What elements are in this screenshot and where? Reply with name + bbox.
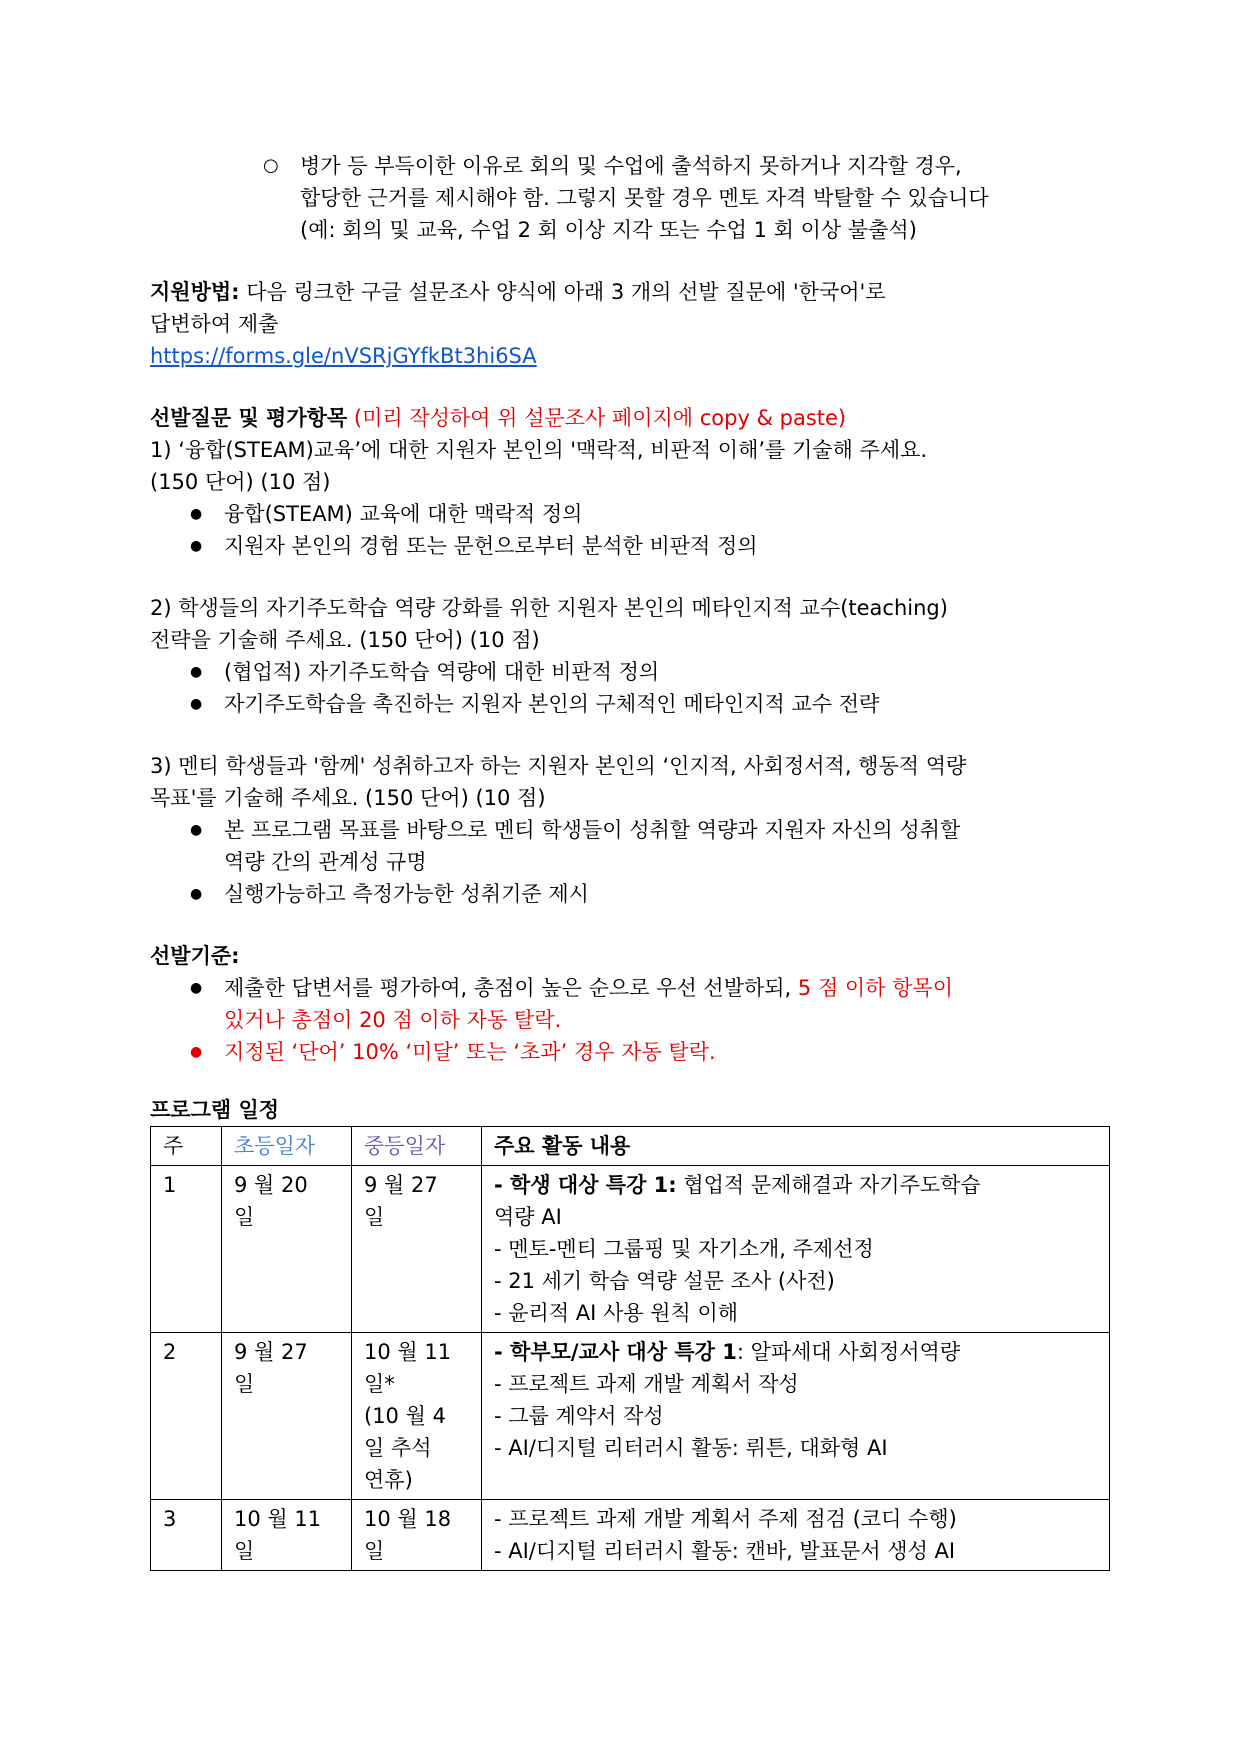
- apply-method-text: 다음 링크한 구글 설문조사 양식에 아래 3 개의 선발 질문에 '한국어'로: [239, 280, 886, 304]
- schedule-table: [150, 1126, 1110, 1571]
- cell-activities: - 학부모/교사 대상 특강 1: 알파세대 사회정서역량 - 프로젝트 과제 개발 계획서 작성 - 그룹 계약서 작성 - AI/디지털 리터러시 활동: 뤼튼, 대화형 AI: [482, 1333, 1110, 1500]
- form-link[interactable]: https://forms.gle/nVSRjGYfkBt3hi6SA: [150, 344, 537, 368]
- cell-activities: - 학생 대상 특강 1: 협업적 문제해결과 자기주도학습 역량 AI - 멘토-멘티 그룹핑 및 자기소개, 주제선정 - 21 세기 학습 역량 설문 조사 (사전) - 윤리적 AI 사용 원칙 이해: [482, 1166, 1110, 1333]
- question-1-bullets: [150, 498, 1110, 562]
- table-row: [151, 1333, 1110, 1500]
- question-1: 1) ‘융합(STEAM)교육’에 대한 지원자 본인의 '맥락적, 비판적 이해’를 기술해 주세요.: [150, 438, 928, 462]
- apply-method-line: [150, 276, 1110, 308]
- text-line: 병가 등 부득이한 이유로 회의 및 수업에 출석하지 못하거나 지각할 경우,: [300, 154, 962, 178]
- question-1-meta: (150 단어) (10 점): [150, 470, 331, 494]
- cell-week: 2: [151, 1333, 222, 1500]
- table-header-row: [151, 1127, 1110, 1166]
- apply-method-text-2: 답변하여 제출: [150, 312, 279, 336]
- cell-week: 1: [151, 1166, 222, 1333]
- text-line: (예: 회의 및 교육, 수업 2 회 이상 지각 또는 수업 1 회 이상 불출석): [300, 218, 917, 242]
- list-item: ● 본 프로그램 목표를 바탕으로 멘티 학생들이 성취할 역량과 지원자 자신의 성취할 역량 간의 관계성 규명: [150, 814, 1110, 878]
- bullet-icon: ●: [190, 886, 203, 902]
- question-3: 3) 멘티 학생들과 '함께' 성취하고자 하는 지원자 본인의 ‘인지적, 사회정서적, 행동적 역량: [150, 754, 967, 778]
- table-row: [151, 1166, 1110, 1333]
- list-item: ● 지정된 ‘단어’ 10% ‘미달’ 또는 ‘초과’ 경우 자동 탈락.: [150, 1036, 1110, 1068]
- bullet-icon: ●: [190, 506, 203, 522]
- cell-middle-date: 9 월 27 일: [352, 1166, 482, 1333]
- question-2-meta: 전략을 기술해 주세요. (150 단어) (10 점): [150, 628, 540, 652]
- question-2: 2) 학생들의 자기주도학습 역량 강화를 위한 지원자 본인의 메타인지적 교수(teaching): [150, 596, 948, 620]
- bullet-icon: ●: [190, 664, 203, 680]
- criteria-bullets: [150, 972, 1110, 1068]
- bullet-icon: ●: [190, 538, 203, 554]
- bullet-icon: ●: [190, 696, 203, 712]
- list-item: ● 실행가능하고 측정가능한 성취기준 제시: [150, 878, 1110, 910]
- text-line: 합당한 근거를 제시해야 함. 그렇지 못할 경우 멘토 자격 박탈할 수 있습니다: [300, 186, 989, 210]
- questions-title: 선발질문 및 평가항목: [150, 406, 348, 430]
- cell-middle-date: 10 월 18 일: [352, 1500, 482, 1571]
- cell-elementary-date: 9 월 20 일: [222, 1166, 352, 1333]
- bullet-icon: ●: [190, 1044, 203, 1060]
- table-row: [151, 1500, 1110, 1571]
- list-item: ● (협업적) 자기주도학습 역량에 대한 비판적 정의: [150, 656, 1110, 688]
- bullet-icon: ●: [190, 980, 203, 996]
- list-item: ● 자기주도학습을 촉진하는 지원자 본인의 구체적인 메타인지적 교수 전략: [150, 688, 1110, 720]
- cell-week: 3: [151, 1500, 222, 1571]
- header-activities: 주요 활동 내용: [482, 1127, 1110, 1166]
- schedule-title: 프로그램 일정: [150, 1098, 280, 1122]
- header-week: 주: [151, 1127, 222, 1166]
- circle-list-item: [150, 150, 1110, 246]
- criteria-title: 선발기준:: [150, 944, 240, 968]
- header-middle-date: 중등일자: [352, 1127, 482, 1166]
- question-2-bullets: [150, 656, 1110, 720]
- apply-method-label: 지원방법:: [150, 280, 240, 304]
- cell-elementary-date: 9 월 27 일: [222, 1333, 352, 1500]
- question-3-meta: 목표'를 기술해 주세요. (150 단어) (10 점): [150, 786, 546, 810]
- list-item: ● 지원자 본인의 경험 또는 문헌으로부터 분석한 비판적 정의: [150, 530, 1110, 562]
- cell-middle-date: 10 월 11 일* (10 월 4 일 추석 연휴): [352, 1333, 482, 1500]
- list-item: ● 제출한 답변서를 평가하여, 총점이 높은 순으로 우선 선발하되, 5 점 이하 항목이 있거나 총점이 20 점 이하 자동 탈락.: [150, 972, 1110, 1036]
- cell-elementary-date: 10 월 11 일: [222, 1500, 352, 1571]
- list-item: ● 융합(STEAM) 교육에 대한 맥락적 정의: [150, 498, 1110, 530]
- cell-activities: - 프로젝트 과제 개발 계획서 주제 점검 (코디 수행) - AI/디지털 리터러시 활동: 캔바, 발표문서 생성 AI: [482, 1500, 1110, 1571]
- questions-note: (미리 작성하여 위 설문조사 페이지에 copy & paste): [347, 406, 847, 430]
- bullet-icon: ●: [190, 822, 203, 838]
- header-elementary-date: 초등일자: [222, 1127, 352, 1166]
- document-page: [150, 150, 1110, 1571]
- questions-heading: [150, 402, 1110, 434]
- question-3-bullets: [150, 814, 1110, 910]
- circle-bullet-icon: ○: [263, 155, 279, 176]
